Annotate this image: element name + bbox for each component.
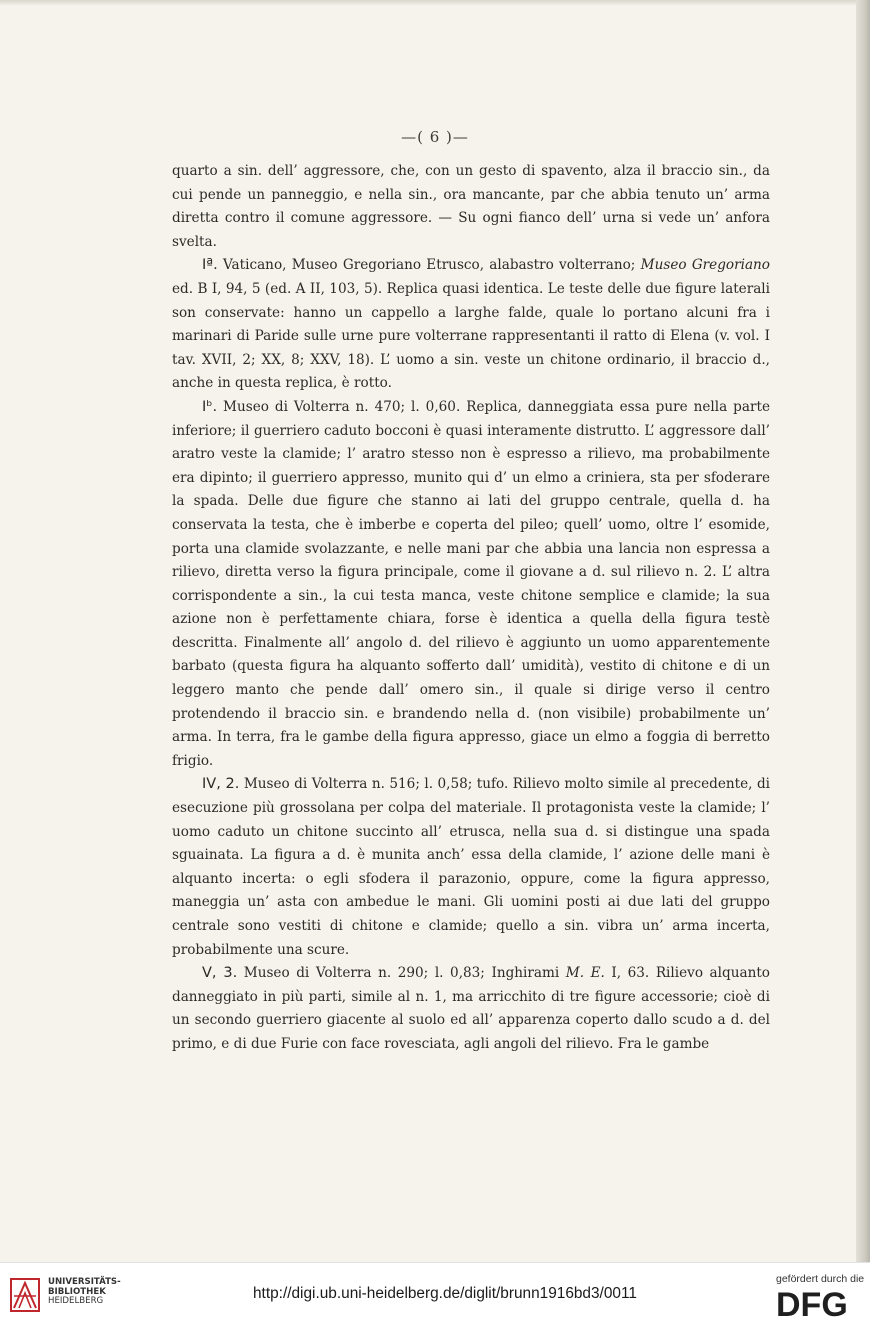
page-number: —( 6 )— — [401, 128, 469, 146]
page-top-shadow — [0, 0, 870, 6]
page-right-edge — [856, 0, 870, 1262]
entry-italic-title: M. E. — [565, 965, 605, 982]
library-name-line: HEIDELBERG — [48, 1296, 104, 1307]
paragraph-entry-IV-2 — [172, 773, 770, 962]
entry-marker: V, 3. — [202, 965, 238, 982]
entry-marker: Iᵇ. — [202, 398, 218, 415]
university-library-name[interactable] — [48, 1278, 121, 1307]
paragraph-entry-Ib — [172, 396, 770, 774]
entry-text: Museo di Volterra n. 470; l. 0,60. Replica, danneggiata essa pure nella parte inferiore; il guerriero caduto bocconi è quasi interamente distrutto. L’ aggressore dall’ aratro veste la clamide; l’ aratro stesso non è espresso a rilievo, ma probabilmente era dipinto; il guerriero appresso, munito qui d’ un elmo a criniera, sta per sfoderare la spada. Delle due figure che stanno ai lati del gruppo centrale, quella d. ha conservata la testa, che è imberbe e coperta del pileo; quell’ uomo, oltre l’ esomide, porta una clamide svolazzante, e nelle mani par che abbia una lancia non espressa a rilievo, diretta verso la figura principale, come il giovane a d. sul rilievo n. 2. L’ altra corrispondente a sin., la cui testa manca, veste chitone semplice e clamide; la sua azione non è perfettamente chiara, forse è identica a quella della figura testè descritta. Finalmente all’ angolo d. del rilievo è aggiunto un uomo apparentemente barbato (questa figura ha alquanto sofferto dall’ umidità), vestito di chitone e di un leggero manto che pende dall’ omero sin., il quale si dirige verso il centro protendendo il braccio sin. e brandendo nella d. (non visibile) probabilmente un’ arma. In terra, fra le gambe della figura appresso, giace un elmo a foggia di berretto frigio. — [172, 398, 770, 769]
viewer-footer — [0, 1262, 870, 1326]
entry-marker: Iª. — [202, 257, 218, 274]
paragraph-entry-V-3 — [172, 962, 770, 1056]
entry-text: Vaticano, Museo Gregoriano Etrusco, alabastro volterrano; — [217, 257, 641, 274]
dfg-logo[interactable]: DFG — [776, 1286, 848, 1324]
entry-text: I, 63. Rilievo alquanto danneggiato in più parti, simile al n. 1, ma arricchito di tre figure accessorie; cioè di un secondo guerriero giacente al suolo ed all’ apparenza coperto dallo scudo a d. del primo, e di due Furie con face rovesciata, agli angoli del rilievo. Fra le gambe — [172, 965, 770, 1052]
university-library-logo-icon[interactable] — [10, 1278, 40, 1312]
funder-caption: gefördert durch die — [776, 1273, 865, 1285]
paragraph-1: quarto a sin. dell’ aggressore, che, con un gesto di spavento, alza il braccio sin., da cui pende un panneggio, e nella sin., ora mancante, par che abbia tenuto un’ arma diretta contro il comune aggressore. — Su ogni fianco dell’ urna si vede un’ anfora svelta. — [172, 163, 770, 250]
entry-text: ed. B I, 94, 5 (ed. A II, 103, 5). Replica quasi identica. Le teste delle due figure laterali son conservate: hanno un cappello a larghe falde, quale lo portano alcuni fra i marinari di Paride sulle urne pure volterrane rappresentanti il ratto di Elena (v. vol. I tav. XVII, 2; XX, 8; XXV, 18). L’ uomo a sin. veste un chitone ordinario, il braccio d., anche in questa replica, è rotto. — [172, 280, 770, 392]
entry-italic-title: Museo Gregoriano — [640, 257, 770, 274]
library-name-line: BIBLIOTHEK — [48, 1286, 106, 1297]
entry-text: Museo di Volterra n. 290; l. 0,83; Inghirami — [237, 965, 566, 982]
entry-marker: IV, 2. — [202, 776, 240, 793]
permalink-url[interactable]: http://digi.ub.uni-heidelberg.de/diglit/brunn1916bd3/0011 — [253, 1285, 637, 1302]
entry-text: Museo di Volterra n. 516; l. 0,58; tufo. Rilievo molto simile al precedente, di esecuzione più grossolana per colpa del materiale. Il protagonista veste la clamide; l’ uomo caduto un chitone succinto all’ etrusca, nella sua d. si distingue una spada sguainata. La figura a d. è munita anch’ essa della clamide, l’ azione delle mani è alquanto incerta: o egli sfodera il parazonio, oppure, come la figura appresso, maneggia un’ asta con ambedue le mani. Gli uomini posti ai due lati del gruppo centrale sono vestiti di chitone e clamide; quello a sin. vibra un’ arma incerta, probabilmente una scure. — [172, 776, 770, 958]
paragraph-entry-Ia — [172, 254, 770, 396]
library-name-line: UNIVERSITÄTS- — [48, 1277, 121, 1287]
body-text — [172, 160, 770, 1057]
